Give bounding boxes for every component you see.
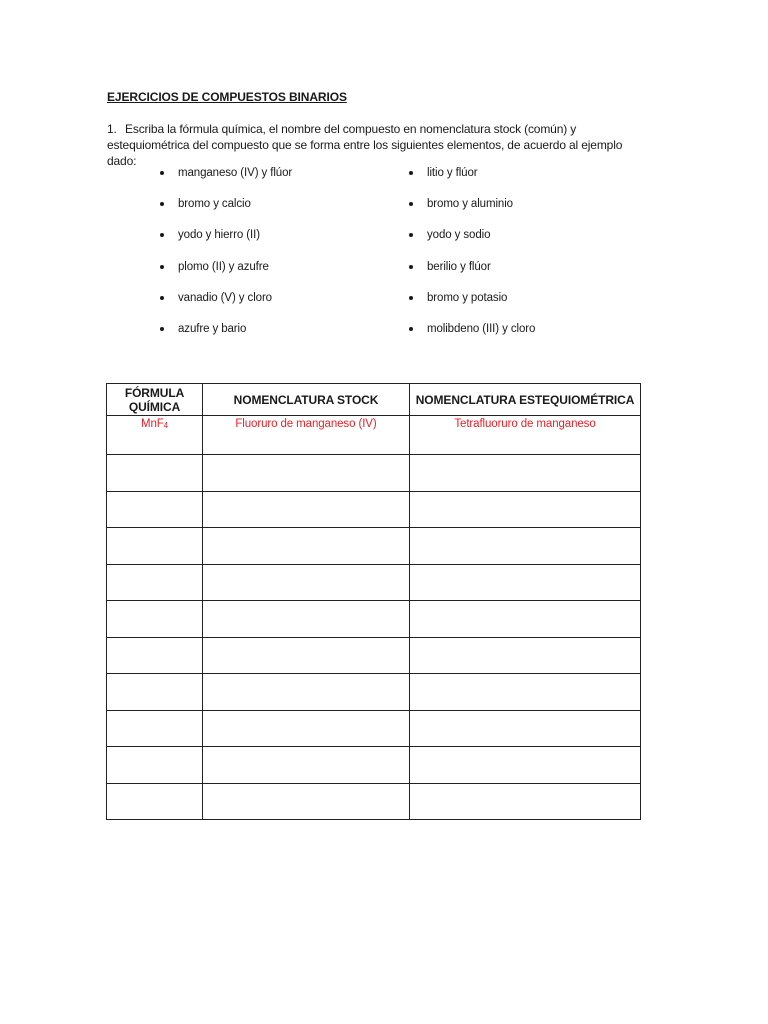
table-row [107, 455, 641, 492]
instruction-number: 1. [107, 122, 117, 136]
bullet-icon [160, 265, 164, 269]
list-item: vanadio (V) y cloro [160, 290, 292, 321]
header-esteq: NOMENCLATURA ESTEQUIOMÉTRICA [410, 384, 641, 416]
bullet-icon [160, 233, 164, 237]
table-row [107, 710, 641, 747]
answer-cell-esteq[interactable] [410, 783, 641, 820]
instruction-paragraph [107, 121, 647, 169]
table-row [107, 674, 641, 711]
bullet-icon [160, 296, 164, 300]
answer-cell-formula[interactable] [107, 637, 203, 674]
table-row [107, 601, 641, 638]
list-item: berilio y flúor [409, 259, 535, 290]
answer-cell-esteq[interactable] [410, 455, 641, 492]
list-item: molibdeno (III) y cloro [409, 321, 535, 352]
elements-list-left [160, 165, 292, 352]
answer-cell-stock[interactable] [203, 747, 410, 784]
instruction-text: Escriba la fórmula química, el nombre del compuesto en nomenclatura stock (común) y estequiométrica del compuesto que se forma entre los siguientes elementos, de acuerdo al ejemplo dado: [107, 122, 623, 168]
answer-cell-formula[interactable] [107, 601, 203, 638]
header-formula: FÓRMULA QUÍMICA [107, 384, 203, 416]
bullet-icon [409, 202, 413, 206]
answer-cell-stock[interactable] [203, 601, 410, 638]
answer-cell-stock[interactable] [203, 637, 410, 674]
elements-list-right [409, 165, 535, 352]
example-esteq: Tetrafluoruro de manganeso [410, 416, 641, 455]
answer-cell-esteq[interactable] [410, 637, 641, 674]
answer-cell-esteq[interactable] [410, 564, 641, 601]
table-row [107, 637, 641, 674]
header-stock: NOMENCLATURA STOCK [203, 384, 410, 416]
answer-cell-esteq[interactable] [410, 491, 641, 528]
list-item: azufre y bario [160, 321, 292, 352]
list-item: bromo y calcio [160, 196, 292, 227]
answer-cell-esteq[interactable] [410, 710, 641, 747]
answer-cell-stock[interactable] [203, 564, 410, 601]
list-item: plomo (II) y azufre [160, 259, 292, 290]
answer-cell-formula[interactable] [107, 528, 203, 565]
bullet-icon [409, 265, 413, 269]
answer-cell-esteq[interactable] [410, 674, 641, 711]
table-row [107, 528, 641, 565]
answer-cell-formula[interactable] [107, 491, 203, 528]
example-row [107, 416, 641, 455]
answer-cell-stock[interactable] [203, 674, 410, 711]
list-item: bromo y potasio [409, 290, 535, 321]
answer-cell-formula[interactable] [107, 674, 203, 711]
answer-table [106, 383, 641, 820]
answer-cell-formula[interactable] [107, 783, 203, 820]
answer-cell-stock[interactable] [203, 491, 410, 528]
list-item: manganeso (IV) y flúor [160, 165, 292, 196]
page-title: EJERCICIOS DE COMPUESTOS BINARIOS [107, 90, 347, 104]
example-stock: Fluoruro de manganeso (IV) [203, 416, 410, 455]
table-row [107, 747, 641, 784]
list-item: yodo y hierro (II) [160, 227, 292, 258]
answer-cell-esteq[interactable] [410, 601, 641, 638]
answer-cell-stock[interactable] [203, 783, 410, 820]
bullet-icon [160, 171, 164, 175]
example-formula: MnF$_4$ [107, 416, 203, 455]
bullet-icon [409, 296, 413, 300]
answer-cell-stock[interactable] [203, 528, 410, 565]
list-item: litio y flúor [409, 165, 535, 196]
list-item: yodo y sodio [409, 227, 535, 258]
answer-cell-stock[interactable] [203, 710, 410, 747]
answer-cell-esteq[interactable] [410, 528, 641, 565]
answer-cell-formula[interactable] [107, 747, 203, 784]
table-row [107, 783, 641, 820]
table-row [107, 491, 641, 528]
bullet-icon [409, 233, 413, 237]
bullet-icon [409, 327, 413, 331]
answer-cell-formula[interactable] [107, 710, 203, 747]
bullet-icon [160, 202, 164, 206]
answer-cell-formula[interactable] [107, 455, 203, 492]
bullet-icon [160, 327, 164, 331]
table-row [107, 564, 641, 601]
list-item: bromo y aluminio [409, 196, 535, 227]
table-header-row [107, 384, 641, 416]
bullet-icon [409, 171, 413, 175]
answer-cell-formula[interactable] [107, 564, 203, 601]
answer-cell-esteq[interactable] [410, 747, 641, 784]
answer-cell-stock[interactable] [203, 455, 410, 492]
